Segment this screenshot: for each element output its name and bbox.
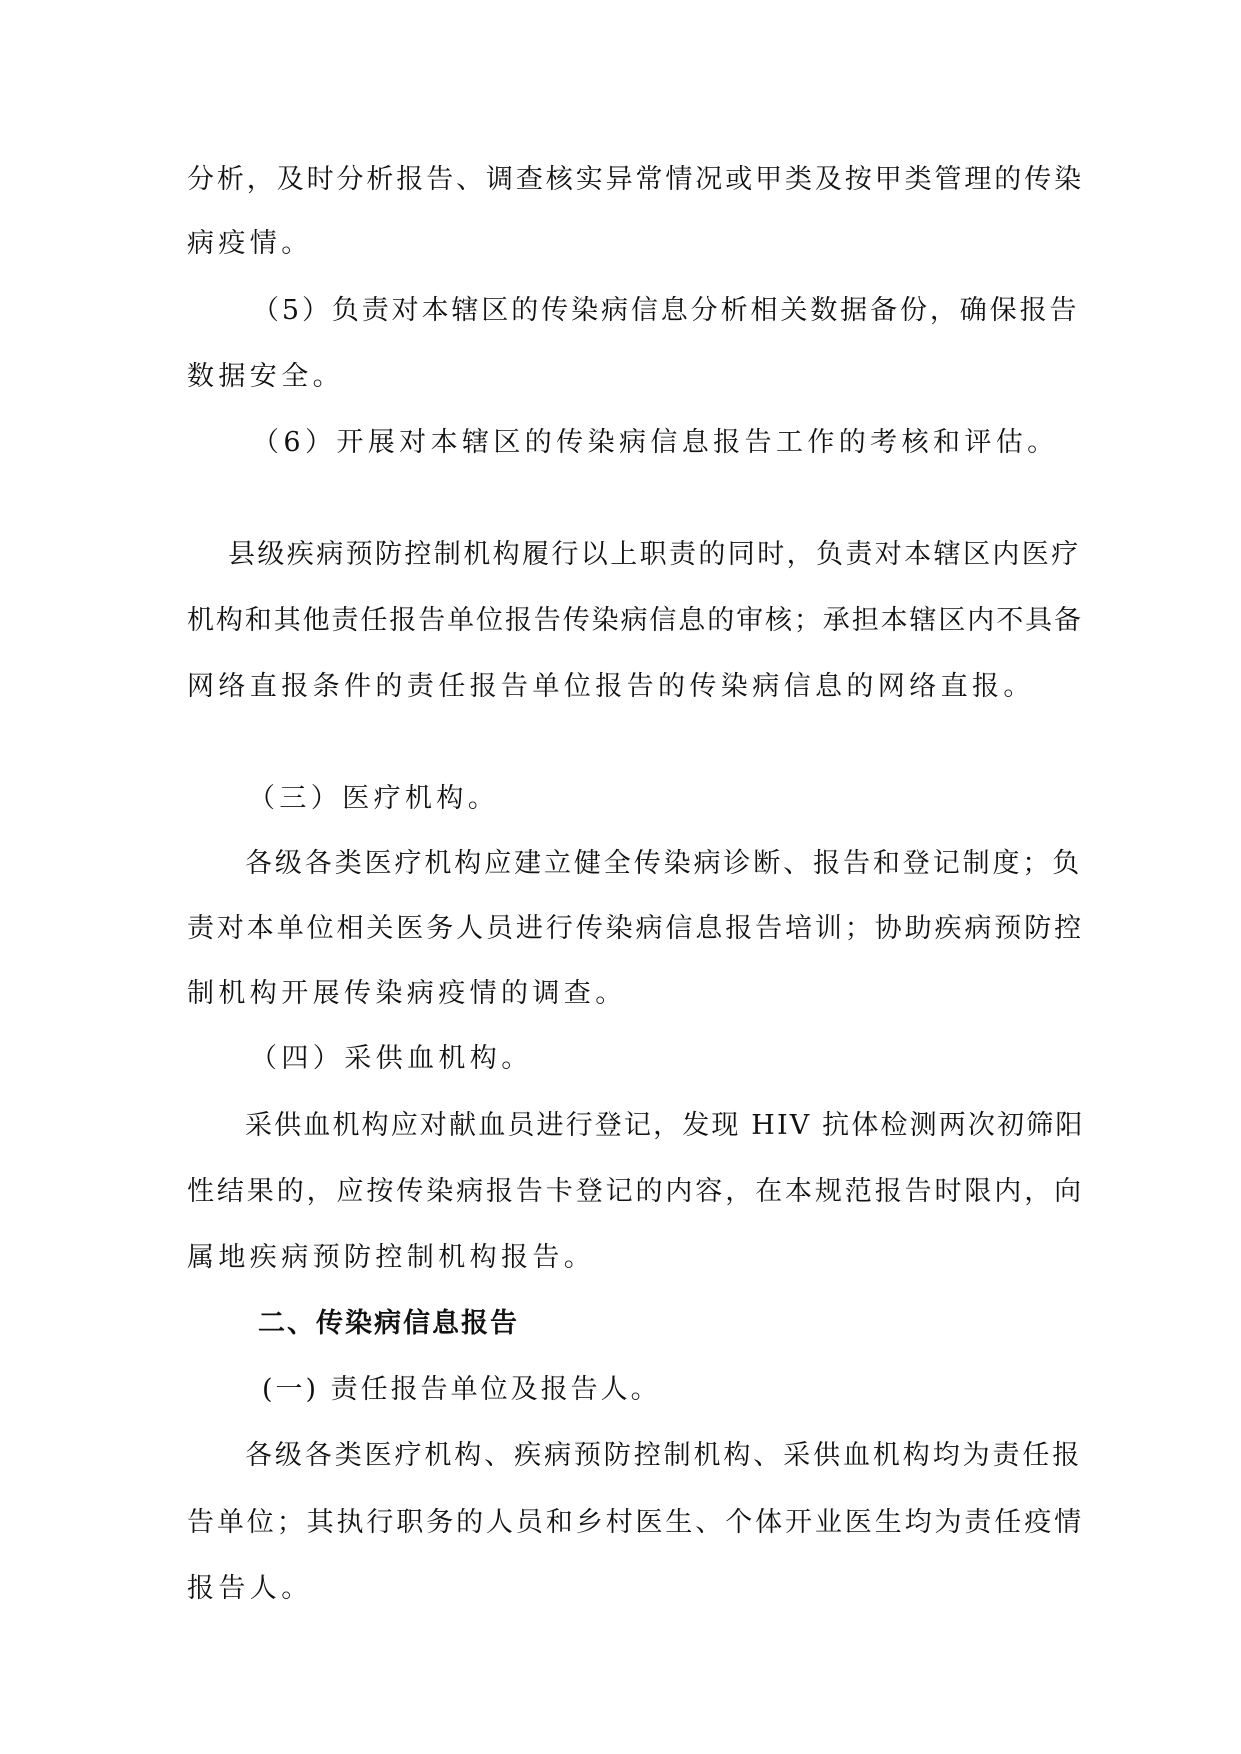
text-line-7: 机构和其他责任报告单位报告传染病信息的审核；承担本辖区内不具备	[187, 605, 1083, 636]
text-line-10: 各级各类医疗机构应建立健全传染病诊断、报告和登记制度；负	[245, 848, 1083, 879]
text-line-19: 各级各类医疗机构、疾病预防控制机构、采供血机构均为责任报	[245, 1440, 1083, 1471]
text-line-14: 采供血机构应对献血员进行登记，发现 HIV 抗体检测两次初筛阳	[245, 1110, 1085, 1141]
text-line-5: （6）开展对本辖区的传染病信息报告工作的考核和评估。	[252, 427, 1059, 458]
section-title-3: （三）医疗机构。	[248, 783, 500, 814]
text-line-1: 分析，及时分析报告、调查核实异常情况或甲类及按甲类管理的传染	[187, 164, 1084, 195]
text-line-3: （5）负责对本辖区的传染病信息分析相关数据备份，确保报告	[252, 295, 1080, 326]
text-line-15: 性结果的，应按传染病报告卡登记的内容，在本规范报告时限内，向	[187, 1176, 1084, 1207]
text-line-20: 告单位；其执行职务的人员和乡村医生、个体开业医生均为责任疫情	[187, 1507, 1084, 1538]
text-line-16: 属地疾病预防控制机构报告。	[187, 1242, 596, 1273]
text-line-2: 病疫情。	[187, 228, 313, 259]
text-line-12: 制机构开展传染病疫情的调查。	[187, 978, 627, 1009]
text-line-6: 县级疾病预防控制机构履行以上职责的同时，负责对本辖区内医疗	[228, 539, 1081, 570]
chapter-heading: 二、传染病信息报告	[258, 1308, 519, 1339]
section-title-4: （四）采供血机构。	[250, 1043, 533, 1074]
text-line-11: 责对本单位相关医务人员进行传染病信息报告培训；协助疾病预防控	[187, 913, 1084, 944]
text-line-21: 报告人。	[187, 1573, 313, 1604]
text-line-4: 数据安全。	[187, 361, 344, 392]
text-line-8: 网络直报条件的责任报告单位报告的传染病信息的网络直报。	[187, 671, 1035, 702]
subsection-title-1: (一) 责任报告单位及报告人。	[262, 1374, 661, 1405]
